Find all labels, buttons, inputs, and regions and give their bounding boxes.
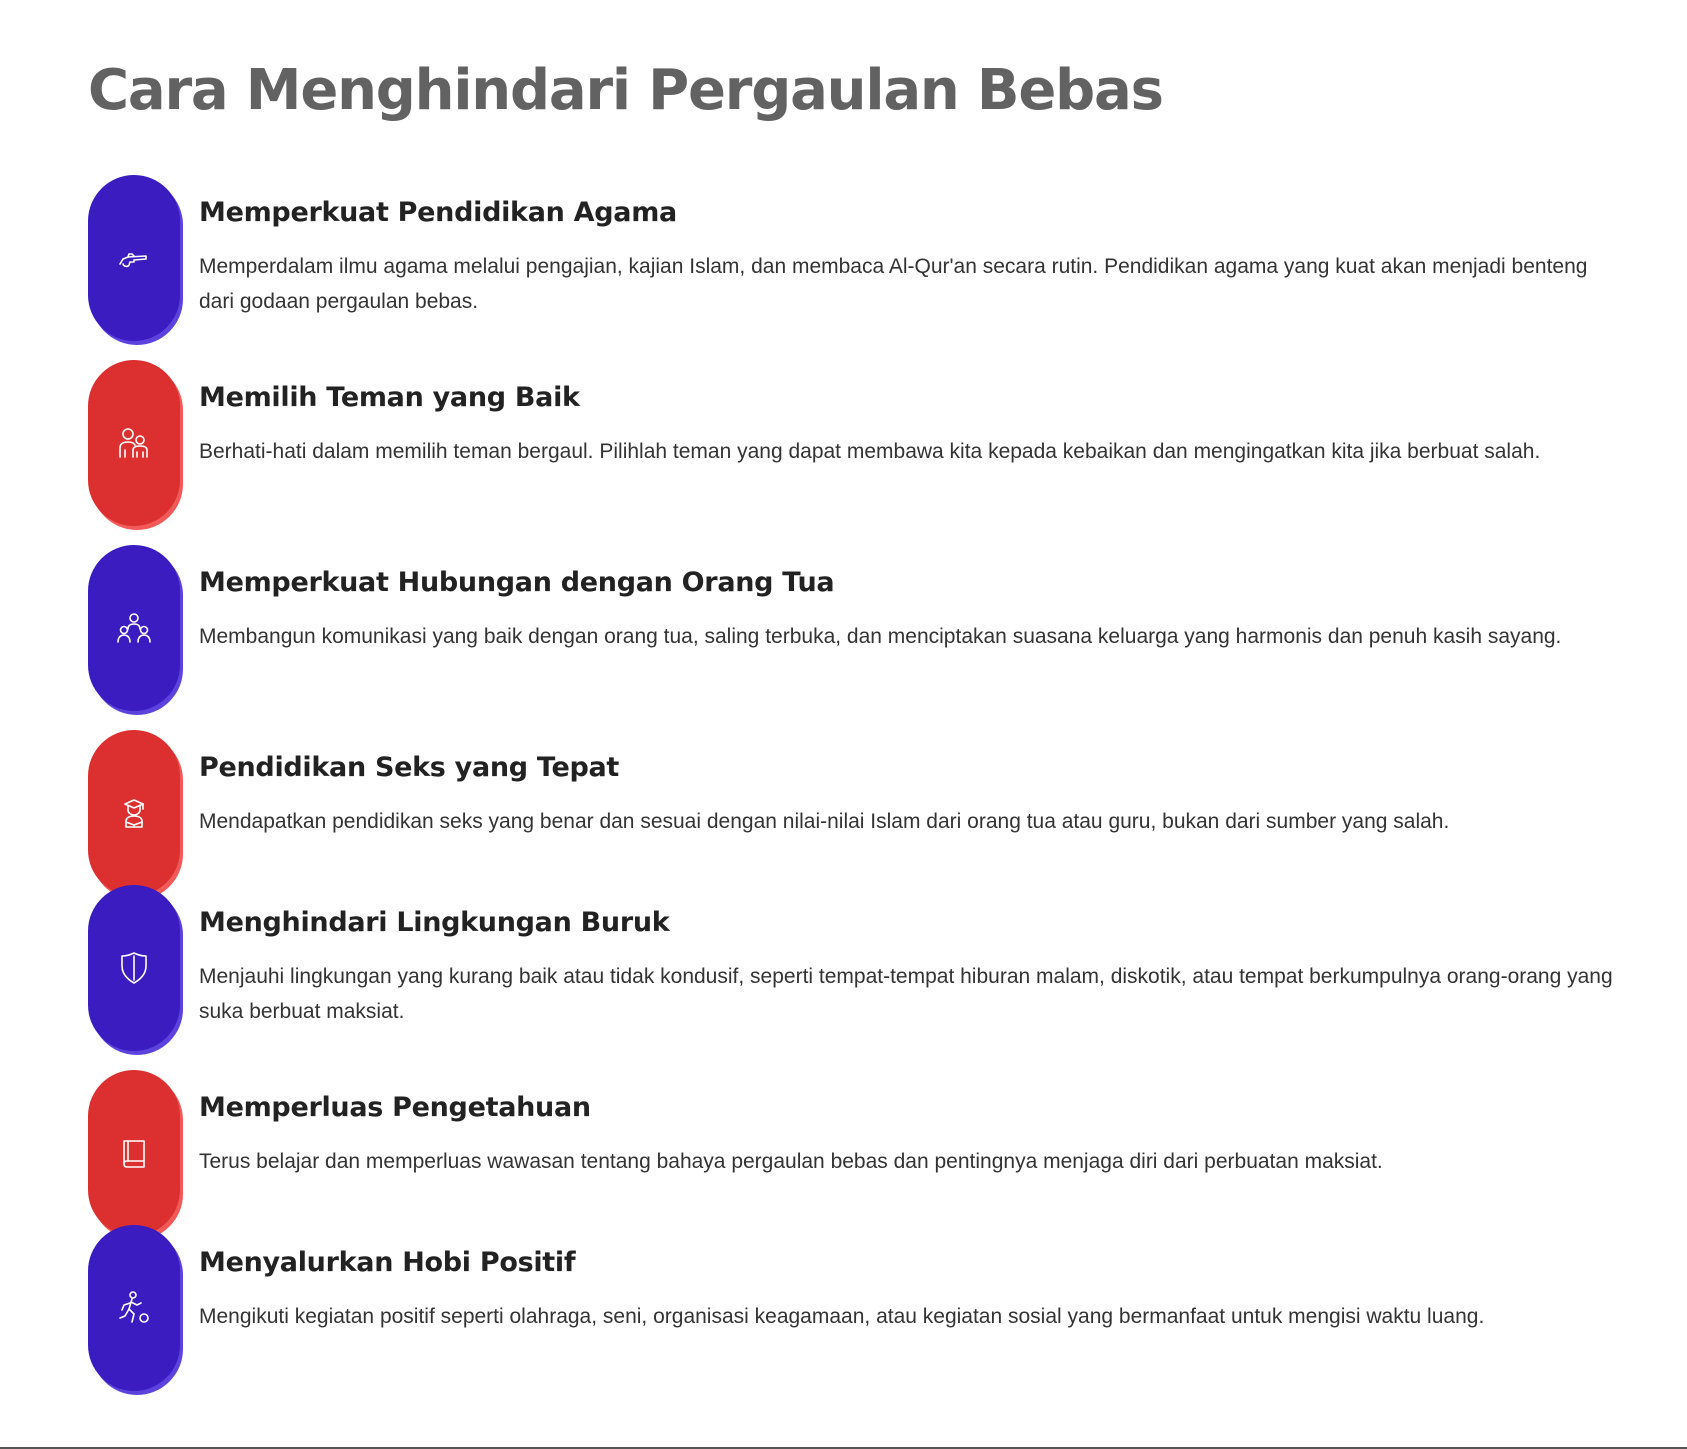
graduate-icon — [114, 793, 154, 833]
icon-badge — [88, 1225, 180, 1391]
icon-badge — [88, 545, 180, 711]
item-description: Mengikuti kegiatan positif seperti olahraga, seni, organisasi keagamaan, atau kegiatan sosial yang bermanfaat untuk mengisi waktu luang. — [199, 1305, 1485, 1328]
icon-badge — [88, 730, 180, 896]
item-description: Membangun komunikasi yang baik dengan orang tua, saling terbuka, dan menciptakan suasana keluarga yang harmonis dan penuh kasih sayang. — [199, 625, 1562, 648]
pointing-hand-icon — [114, 238, 154, 278]
list-item-lingkungan-buruk — [88, 885, 1628, 1051]
item-description: Menjauhi lingkungan yang kurang baik atau tidak kondusif, seperti tempat-tempat hiburan malam, diskotik, atau tempat berkumpulnya orang-orang yang suka berbuat maksiat. — [199, 965, 1613, 1023]
item-description: Memperdalam ilmu agama melalui pengajian, kajian Islam, dan membaca Al-Qur'an secara rutin. Pendidikan agama yang kuat akan menjadi benteng dari godaan pergaulan bebas. — [199, 255, 1588, 313]
friends-icon — [114, 423, 154, 463]
list-item-memilih-teman — [88, 360, 1628, 526]
item-title: Menghindari Lingkungan Buruk — [199, 907, 670, 938]
item-title: Memperkuat Hubungan dengan Orang Tua — [199, 567, 835, 598]
list-item-hobi-positif — [88, 1225, 1628, 1391]
item-title: Memilih Teman yang Baik — [199, 382, 580, 413]
list-item-hubungan-orang-tua — [88, 545, 1628, 711]
sports-icon — [114, 1288, 154, 1328]
icon-badge — [88, 1070, 180, 1236]
icon-badge — [88, 360, 180, 526]
item-title: Pendidikan Seks yang Tepat — [199, 752, 620, 783]
list-item-pendidikan-seks — [88, 730, 1628, 896]
icon-badge — [88, 885, 180, 1051]
item-description: Terus belajar dan memperluas wawasan tentang bahaya pergaulan bebas dan pentingnya menjaga diri dari perbuatan maksiat. — [199, 1150, 1383, 1173]
item-title: Memperkuat Pendidikan Agama — [199, 197, 677, 228]
item-description: Berhati-hati dalam memilih teman bergaul. Pilihlah teman yang dapat membawa kita kepada kebaikan dan mengingatkan kita jika berbuat salah. — [199, 440, 1541, 463]
icon-badge — [88, 175, 180, 341]
item-title: Menyalurkan Hobi Positif — [199, 1247, 576, 1278]
family-icon — [114, 608, 154, 648]
list-item-memperluas-pengetahuan — [88, 1070, 1628, 1236]
item-description: Mendapatkan pendidikan seks yang benar dan sesuai dengan nilai-nilai Islam dari orang tua atau guru, bukan dari sumber yang salah. — [199, 810, 1450, 833]
book-icon — [114, 1133, 154, 1173]
list-item-memperkuat-pendidikan-agama — [88, 175, 1628, 341]
item-title: Memperluas Pengetahuan — [199, 1092, 591, 1123]
page-title: Cara Menghindari Pergaulan Bebas — [88, 58, 1163, 123]
shield-icon — [114, 948, 154, 988]
